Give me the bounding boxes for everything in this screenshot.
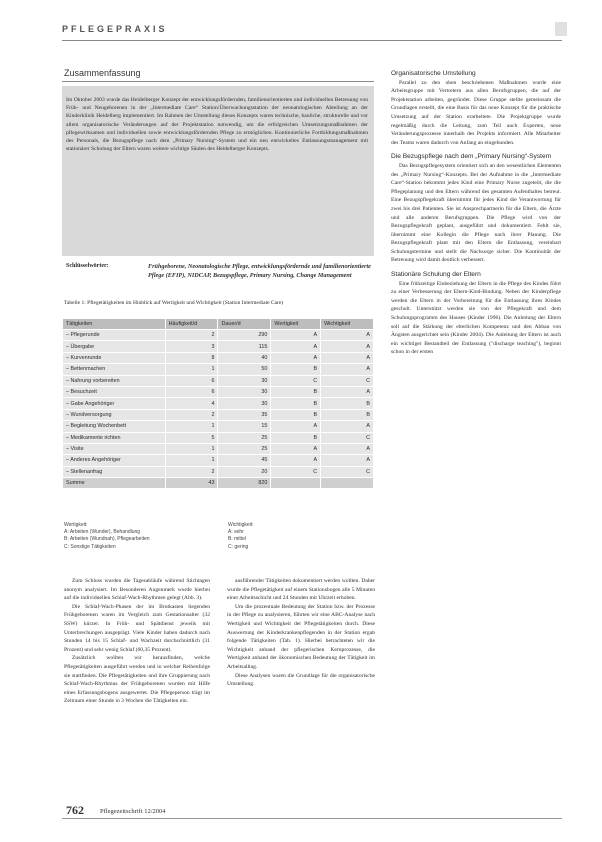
table-cell: – Begleitung Wochenbett	[63, 421, 166, 432]
table-cell: B	[271, 398, 321, 409]
table-cell: 2	[165, 409, 218, 420]
table-cell: B	[271, 364, 321, 375]
footer-divider	[62, 818, 562, 819]
table-header-cell: Tätigkeiten	[63, 319, 166, 330]
paragraph: Diese Analysen waren die Grundlage für die organisatorische Umstellung.	[227, 672, 375, 688]
paragraph: Parallel zu den oben beschriebenen Maßnahmen wurde eine Arbeitsgruppe mit Vertretern aus allen Berufsgruppen, die auf der Projektstation arbeiten, gegründet. Diese Gruppe stellte gemeinsam die Grundlagen erstellt, die eine Basis für das neue Konzept für die praktische Umsetzung auf der Station erarbeitete. Die Projektgruppe wurde regelmäßig durch die Leitung, zum Teil auch Experten, neue Veränderungsprozesse innerhalb des Projekts informiert. Alle Mitarbeiter des Teams waren dadurch von Anfang an eingebunden.	[391, 79, 561, 146]
table-cell: B	[321, 398, 374, 409]
keywords-text: Frühgeborene, Neonatologische Pflege, entwicklungsfördernde und familienorientierte Pflege (EFIP), NIDCAP, Bezugspflege, Primary Nursing, Change Management	[148, 263, 371, 280]
table-cell: A	[321, 352, 374, 363]
table-cell: A	[321, 443, 374, 454]
paragraph: Zusätzlich wollten wir herausfinden, welche Pflegetätigkeiten ausgeführt werden und in welcher Reihenfolge sie stattfinden. Die Pflegetätigkeiten und ihre Gruppierung nach Schlaf-Wach-Rhythmus der Frühgeborenen wurden mit Hilfe eines Erfassungsbogens ausgewertet. Die Pflegeperson trägt im Zeitraum einer Stunde in 3 Wochen die Tätigkeiten ein.	[64, 655, 210, 705]
body-column-left	[64, 577, 210, 706]
table-total-row	[63, 478, 374, 489]
table-cell: – Gabe Angehöriger	[63, 398, 166, 409]
table-cell: A	[271, 443, 321, 454]
table-cell: – Visite	[63, 443, 166, 454]
table-cell: A	[321, 330, 374, 341]
subheading: Die Bezugspflege nach dem „Primary Nursing“-System	[391, 153, 552, 161]
table-row	[63, 455, 374, 466]
table-row	[63, 421, 374, 432]
legend-line: A: Arbeiten (Wunder), Behandlung	[64, 529, 141, 536]
paragraph: Zum Schluss wurden die Tagesabläufe während Stichtagen anonym analysiert. Im Besonderen Augenmerk wurde hierbei auf die individuellen Schlaf-Wach-Rhythmen gelegt (Abb. 3).	[64, 578, 210, 602]
table-cell: 1	[165, 455, 218, 466]
table-cell: A	[321, 386, 374, 397]
table-cell: A	[271, 330, 321, 341]
table-cell: B	[321, 409, 374, 420]
journal-name: Pflegezeitschrift 12/2004	[100, 808, 166, 815]
table-header-cell: Wichtigkeit	[321, 319, 374, 330]
legend-line: C: Sonstige Tätigkeiten	[64, 543, 116, 550]
table-cell: A	[321, 455, 374, 466]
table-cell: 15	[218, 421, 271, 432]
summary-divider	[62, 81, 374, 82]
table-cell: A	[321, 364, 374, 375]
table-row	[63, 409, 374, 420]
table-cell: – Medikamente richten	[63, 432, 166, 443]
legend-line: C: gering	[228, 543, 249, 550]
table-cell: 5	[165, 432, 218, 443]
table-header-cell: Häufigkeit/d	[165, 319, 218, 330]
table-cell: A	[321, 341, 374, 352]
legend-wichtigkeit	[228, 522, 254, 551]
table-cell: 1	[165, 364, 218, 375]
paragraph: ausführender Tätigkeiten dokumentiert werden wollten. Daher wurde die Pflegetätigkeit auf einem Stationsbogen alle 5 Minuten einer Arbeitsschicht und 24 Stunden mit Uhrzeit erhoben.	[227, 578, 375, 602]
table-cell: – Nahrung vorbereiten	[63, 375, 166, 386]
paragraph: Eine frühzeitige Einbeziehung der Eltern in die Pflege des Kindes führt zu einer Verbesserung der Eltern-Kind-Bindung. Neben der Kinderpflege werden die Eltern in der Vorbereitung für die Entlassung ihres Kindes geschult. Unterstützt werden sie von der Pflegekraft und dem Schulungsprogramm des Hauses (Kinder 1996). Die Anleitung der Eltern soll auf die Stärkung der elterlichen Kompetenz und den Abbau von Ängsten ausgerichtet sein (Kinder 2004). Die Anleitung der Eltern ist auch ein wichtiger Bestandteil der Entlassung ("discharge teaching"), beginnt schon in der ersten	[391, 280, 561, 356]
subheading: Organisatorische Umstellung	[391, 70, 476, 77]
table-cell: – Bettenmachen	[63, 364, 166, 375]
legend-line: B: mittel	[228, 536, 247, 543]
table-cell: 50	[218, 364, 271, 375]
table-row	[63, 364, 374, 375]
body-column-right	[391, 70, 561, 357]
table-cell: – Pflegerunde	[63, 330, 166, 341]
table-cell: 40	[218, 352, 271, 363]
legend-line: A: sehr	[228, 529, 244, 536]
table-cell: 30	[218, 375, 271, 386]
table-cell: B	[271, 432, 321, 443]
table-row	[63, 352, 374, 363]
legend-wertigkeit	[64, 522, 150, 551]
table-cell: 115	[218, 341, 271, 352]
table-cell: – Kurvenrunde	[63, 352, 166, 363]
summary-heading: Zusammenfassung	[64, 68, 141, 78]
table-cell: 6	[165, 375, 218, 386]
table-cell: 290	[218, 330, 271, 341]
summary-text: Im Oktober 2003 wurde das Heidelberger Konzept der entwicklungsfördernden, familienorientierten und individuellen Betreuung von Früh- und Neugeborenen in der „Intermediate Care“ Station/Überwachungsstation der neonatologischen Abteilung an der Kinderklinik Heidelberg implementiert. Im Rahmen der Umstellung dieses Konzepts waren technische, bauliche, strukturelle und vor allem organisatorische Veränderungen auf der Projektstation notwendig, um die erfolgreichen Umsetzungsmaßnahmen der pflegewirksamen und individuellen sowie entwicklungsfördernden Pflege zu ermöglichen. Kontinuierliche Fortbildungsmaßnahmen des Personals, die Bezugspflege nach dem „Primary Nursing“-System und ein neu entwickeltes Entlassungsmanagement mit stationärer Schulung der Eltern waren weitere wichtige Säulen des Heidelberger Konzepts.	[66, 97, 368, 153]
table-cell: C	[271, 466, 321, 477]
table-cell: 20	[218, 466, 271, 477]
table-cell: A	[321, 421, 374, 432]
table-cell: 820	[218, 478, 271, 489]
table-cell: 30	[218, 386, 271, 397]
table-cell: – Stellenanfrag	[63, 466, 166, 477]
table-cell: 30	[218, 398, 271, 409]
legend-line: B: Arbeiten (Wundnah), Pflegearbeiten	[64, 536, 150, 543]
table-row	[63, 398, 374, 409]
table-cell: – Wundversorgung	[63, 409, 166, 420]
table-cell: 2	[165, 466, 218, 477]
header-divider	[62, 40, 562, 41]
table-header-cell: Dauer/d	[218, 319, 271, 330]
table-row	[63, 375, 374, 386]
keywords-label: Schlüsselwörter:	[66, 263, 109, 269]
header-marker	[555, 22, 567, 36]
paragraph: Um die prozentuale Bedeutung der Station bzw. der Prozesse in der Pflege zu analysieren, führten wir eine ABC-Analyse nach Wertigkeit und Wichtigkeit der Pflegetätigkeiten durch. Diese Auswertung der Kinderkrankenpflegenden in der Station ergab folgende Tätigkeiten (Tab. 1). Hierbei betrachteten wir die Wichtigkeit anhand der pflegerischen Kernprozesse, die Wertigkeit anhand der ökonomischen Bedeutung der Tätigkeit im Arbeitsalltag.	[227, 603, 375, 670]
table-cell: – Anderes Angehöriger	[63, 455, 166, 466]
table-cell: 3	[165, 341, 218, 352]
table-row	[63, 386, 374, 397]
table-cell: C	[321, 466, 374, 477]
table-cell: 45	[218, 455, 271, 466]
table-cell: 6	[165, 386, 218, 397]
table-cell: – Besuchzeit	[63, 386, 166, 397]
table-cell: – Übergabe	[63, 341, 166, 352]
page-number: 762	[66, 803, 84, 817]
table-cell	[271, 478, 321, 489]
table-cell: 1	[165, 443, 218, 454]
table-row	[63, 330, 374, 341]
table-caption: Tabelle 1: Pflegetätigkeiten im Hinblick auf Wertigkeit und Wichtigkeit (Station Intermediate Care)	[64, 300, 284, 306]
paragraph: Die Schlaf-Wach-Phasen der im Brutkasten liegenden Frühgeborenen waren im Vergleich zum Gestationsalter (32 SSW) kürzer. In Früh- und Spätdienst jeweils mit Unterbrechungen ausgeprägt. Viele Kinder haben dadurch nach Stunden 14 bis 15 Schlaf- und Wachzeit durchschnittlich (31 Prozent) und sehr wenig Schlaf (60,35 Prozent).	[64, 603, 210, 653]
table-cell: 35	[218, 409, 271, 420]
section-header: PFLEGEPRAXIS	[62, 24, 168, 34]
table-cell: A	[271, 421, 321, 432]
table-cell: 2	[165, 330, 218, 341]
activity-table	[62, 318, 374, 489]
table-cell: C	[321, 432, 374, 443]
table-cell: C	[321, 375, 374, 386]
table-cell: B	[271, 386, 321, 397]
subheading: Stationäre Schulung der Eltern	[391, 271, 481, 279]
table-cell: 43	[165, 478, 218, 489]
table-cell: Summe	[63, 478, 166, 489]
table-row	[63, 432, 374, 443]
table-cell: 25	[218, 443, 271, 454]
table-header-row	[63, 319, 374, 330]
table-cell: 8	[165, 352, 218, 363]
table-row	[63, 443, 374, 454]
table-row	[63, 466, 374, 477]
table-cell: 4	[165, 398, 218, 409]
table-cell	[321, 478, 374, 489]
table-cell: A	[271, 455, 321, 466]
table-cell: 25	[218, 432, 271, 443]
legend-line: Wertigkeit:	[64, 522, 88, 528]
paragraph: Das Bezugspflegesystem orientiert sich an den wesentlichen Elementen des „Primary Nursing“-Konzepts. Bei der Aufnahme in die „Intermediate Care“-Station bekommt jedes Kind eine Primary Nurse zugeteilt, die die Pflegeplanung und den Eltern während des gesamten Aufenthaltes betreut. Eine Bezugspflegekraft übernimmt für jedes Kind die Verantwortung für zwei bis drei Patienten. Sie ist Ansprechpartnerin für die Eltern, die Ärzte und alle anderen Berufsgruppen. Die Pflege wird von der Bezugspflegekraft geplant, ausgeführt und dokumentiert. Fehlt sie, übernimmt eine Kollegin die Pflege nach ihrer Planung. Die Bezugspflegekraft plant mit den Eltern die Entlassung, vereinbart Schulungstermine und stellt die Nachsorge sicher. Die Kontinuität der Betreuung wird damit deutlich verbessert.	[391, 162, 561, 264]
table-cell: A	[271, 352, 321, 363]
table-cell: 1	[165, 421, 218, 432]
table-cell: C	[271, 375, 321, 386]
table-cell: A	[271, 341, 321, 352]
table-header-cell: Wertigkeit	[271, 319, 321, 330]
table-cell: B	[271, 409, 321, 420]
table-row	[63, 341, 374, 352]
body-column-middle	[227, 577, 375, 689]
legend-line: Wichtigkeit:	[228, 522, 254, 528]
